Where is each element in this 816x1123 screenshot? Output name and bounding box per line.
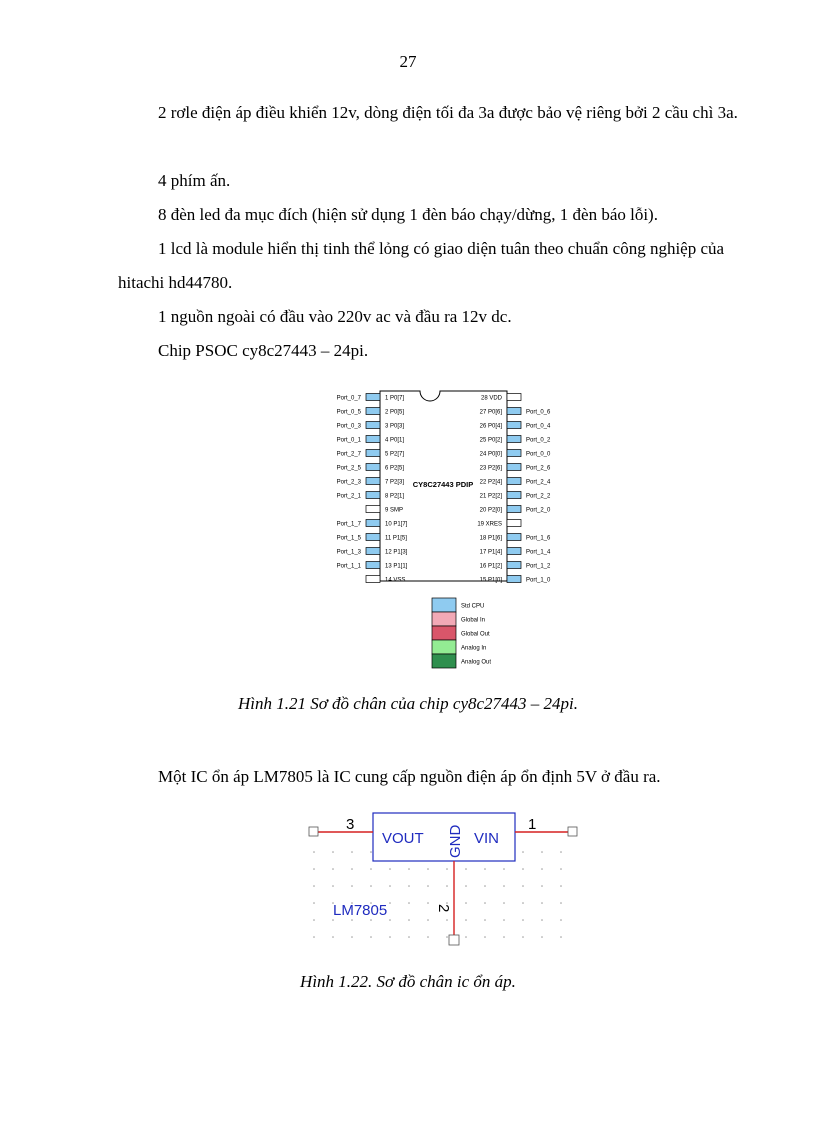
grid-dot — [560, 868, 562, 870]
legend-swatch — [432, 598, 456, 612]
left-pin-box — [366, 408, 380, 415]
gnd-label: GND — [447, 824, 464, 858]
grid-dot — [389, 936, 391, 938]
left-pin-box — [366, 478, 380, 485]
right-port-label: Port_0_2 — [526, 437, 551, 444]
left-port-label: Port_2_3 — [336, 479, 361, 486]
grid-dot — [522, 919, 524, 921]
grid-dot — [503, 919, 505, 921]
paragraph-leds: 8 đèn led đa mục đích (hiện sử dụng 1 đèn báo chạy/dừng, 1 đèn báo lỗi). — [158, 205, 658, 224]
grid-dot — [465, 868, 467, 870]
right-port-label: Port_1_4 — [526, 549, 551, 556]
figure-caption-regulator: Hình 1.22. Sơ đồ chân ic ổn áp. — [300, 972, 516, 991]
right-port-label: Port_2_4 — [526, 479, 551, 486]
grid-dot — [389, 919, 391, 921]
grid-dot — [484, 902, 486, 904]
left-pin-label: 4 P0[1] — [385, 437, 405, 444]
legend-swatch — [432, 626, 456, 640]
grid-dot — [522, 868, 524, 870]
left-port-label: Port_2_5 — [336, 465, 361, 472]
left-pin-label: 9 SMP — [385, 507, 404, 514]
left-pin-box — [366, 576, 380, 583]
grid-dot — [522, 936, 524, 938]
left-pin-label: 13 P1[1] — [385, 563, 408, 570]
right-port-label: Port_2_6 — [526, 465, 551, 472]
grid-dot — [560, 885, 562, 887]
grid-dot — [427, 919, 429, 921]
paragraph-chip: Chip PSOC cy8c27443 – 24pi. — [158, 341, 369, 360]
grid-dots — [313, 851, 562, 938]
vin-pin-number: 1 — [528, 816, 537, 833]
left-pin-label: 5 P2[7] — [385, 451, 405, 458]
left-pin-box — [366, 436, 380, 443]
grid-dot — [313, 902, 315, 904]
legend-label: Global Out — [461, 631, 490, 638]
left-port-label: Port_0_5 — [336, 409, 361, 416]
right-pin-box — [507, 548, 521, 555]
left-pin-label: 8 P2[1] — [385, 493, 405, 500]
grid-dot — [370, 885, 372, 887]
grid-dot — [446, 919, 448, 921]
gnd-pin-terminal — [449, 935, 459, 945]
right-pin-box — [507, 436, 521, 443]
left-port-label: Port_2_7 — [336, 451, 361, 458]
vout-pin-number: 3 — [346, 816, 355, 833]
right-pin-label: 18 P1[6] — [479, 535, 502, 542]
grid-dot — [465, 936, 467, 938]
left-pin-box — [366, 534, 380, 541]
right-pin-box — [507, 464, 521, 471]
legend-label: Analog Out — [461, 659, 492, 666]
right-pin-label: 21 P2[2] — [479, 493, 502, 500]
paragraph-lcd: 1 lcd là module hiển thị tinh thể lỏng có giao diện tuân theo chuẩn công nghiệp của hitachi hd44780. — [118, 239, 725, 292]
grid-dot — [560, 902, 562, 904]
right-pin-label: 24 P0[0] — [479, 451, 502, 458]
grid-dot — [541, 902, 543, 904]
right-pin-label: 22 P2[4] — [479, 479, 502, 486]
paragraph-buttons: 4 phím ấn. — [158, 171, 231, 190]
grid-dot — [446, 885, 448, 887]
left-port-label: Port_2_1 — [336, 493, 361, 500]
right-port-label: Port_0_6 — [526, 409, 551, 416]
gnd-pin-number: 2 — [435, 904, 452, 913]
right-port-label: Port_1_6 — [526, 535, 551, 542]
grid-dot — [541, 885, 543, 887]
right-pin-box — [507, 478, 521, 485]
left-pin-box — [366, 450, 380, 457]
grid-dot — [408, 868, 410, 870]
right-pin-label: 16 P1[2] — [479, 563, 502, 570]
grid-dot — [446, 868, 448, 870]
left-pin-box — [366, 548, 380, 555]
left-pin-label: 6 P2[5] — [385, 465, 405, 472]
right-pin-box — [507, 520, 521, 527]
page-number: 27 — [399, 52, 417, 71]
legend-swatch — [432, 612, 456, 626]
right-pin-label: 19 XRES — [477, 521, 502, 528]
right-pin-label: 28 VDD — [480, 395, 502, 402]
paragraph-lm7805: Một IC ổn áp LM7805 là IC cung cấp nguồn điện áp ổn định 5V ở đầu ra. — [158, 767, 661, 786]
grid-dot — [484, 919, 486, 921]
right-port-label: Port_2_2 — [526, 493, 551, 500]
grid-dot — [389, 902, 391, 904]
grid-dot — [503, 868, 505, 870]
grid-dot — [427, 868, 429, 870]
right-pin-box — [507, 562, 521, 569]
grid-dot — [351, 851, 353, 853]
chip-label: CY8C27443 PDIP — [412, 480, 474, 489]
left-port-label: Port_0_7 — [336, 395, 361, 402]
grid-dot — [408, 885, 410, 887]
left-pin-label: 10 P1[7] — [385, 521, 408, 528]
grid-dot — [446, 936, 448, 938]
chip-pinout-diagram — [320, 385, 560, 675]
grid-dot — [370, 868, 372, 870]
grid-dot — [370, 851, 372, 853]
grid-dot — [503, 885, 505, 887]
grid-dot — [560, 936, 562, 938]
grid-dot — [465, 885, 467, 887]
right-port-label: Port_0_0 — [526, 451, 551, 458]
grid-dot — [427, 885, 429, 887]
legend-label: Std CPU — [461, 603, 485, 610]
left-port-label: Port_1_7 — [336, 521, 361, 528]
lm7805-name: LM7805 — [333, 902, 388, 919]
right-pin-box — [507, 422, 521, 429]
right-pin-label: 27 P0[6] — [479, 409, 502, 416]
left-port-label: Port_1_1 — [336, 563, 361, 570]
right-pin-label: 23 P2[6] — [479, 465, 502, 472]
grid-dot — [351, 885, 353, 887]
grid-dot — [522, 885, 524, 887]
grid-dot — [484, 868, 486, 870]
grid-dot — [408, 919, 410, 921]
grid-dot — [408, 936, 410, 938]
grid-dot — [560, 919, 562, 921]
grid-dot — [332, 885, 334, 887]
legend-swatch — [432, 654, 456, 668]
left-port-label: Port_1_3 — [336, 549, 361, 556]
paragraph-relay: 2 rơle điện áp điều khiển 12v, dòng điện tối đa 3a được bảo vệ riêng bởi 2 cầu chì 3a. — [158, 103, 738, 122]
paragraph-power: 1 nguồn ngoài có đầu vào 220v ac và đầu ra 12v dc. — [158, 307, 512, 326]
grid-dot — [541, 936, 543, 938]
grid-dot — [408, 902, 410, 904]
grid-dot — [389, 885, 391, 887]
grid-dot — [503, 936, 505, 938]
grid-dot — [522, 851, 524, 853]
grid-dot — [313, 919, 315, 921]
grid-dot — [351, 936, 353, 938]
right-pin-label: 20 P2[0] — [479, 507, 502, 514]
legend-swatch — [432, 640, 456, 654]
right-pin-box — [507, 506, 521, 513]
left-port-label: Port_0_3 — [336, 423, 361, 430]
grid-dot — [332, 919, 334, 921]
lm7805-diagram — [300, 808, 590, 953]
legend-label: Analog In — [461, 645, 487, 652]
grid-dot — [313, 885, 315, 887]
grid-dot — [560, 851, 562, 853]
grid-dot — [484, 936, 486, 938]
left-pin-label: 14 VSS — [385, 577, 406, 584]
right-pin-box — [507, 394, 521, 401]
vin-pin-terminal — [568, 827, 577, 836]
right-pin-label: 25 P0[2] — [479, 437, 502, 444]
left-pin-label: 1 P0[7] — [385, 395, 405, 402]
right-port-label: Port_0_4 — [526, 423, 551, 430]
grid-dot — [522, 902, 524, 904]
left-pin-label: 3 P0[3] — [385, 423, 405, 430]
left-port-label: Port_0_1 — [336, 437, 361, 444]
legend-label: Global In — [461, 617, 486, 624]
left-pin-box — [366, 562, 380, 569]
grid-dot — [332, 936, 334, 938]
left-pin-label: 2 P0[5] — [385, 409, 405, 416]
left-pin-box — [366, 520, 380, 527]
grid-dot — [465, 919, 467, 921]
grid-dot — [541, 868, 543, 870]
left-pin-box — [366, 506, 380, 513]
left-pin-box — [366, 464, 380, 471]
grid-dot — [313, 936, 315, 938]
right-pin-box — [507, 408, 521, 415]
grid-dot — [503, 902, 505, 904]
right-pin-box — [507, 450, 521, 457]
grid-dot — [389, 868, 391, 870]
left-pin-box — [366, 492, 380, 499]
right-port-label: Port_2_0 — [526, 507, 551, 514]
vin-label: VIN — [474, 830, 500, 847]
figure-caption-chip: Hình 1.21 Sơ đồ chân của chip cy8c27443 – 24pi. — [237, 694, 579, 713]
grid-dot — [541, 919, 543, 921]
left-port-label: Port_1_5 — [336, 535, 361, 542]
right-pin-label: 26 P0[4] — [479, 423, 502, 430]
grid-dot — [351, 868, 353, 870]
left-pin-label: 11 P1[5] — [385, 535, 407, 542]
grid-dot — [332, 851, 334, 853]
right-pin-box — [507, 534, 521, 541]
grid-dot — [370, 936, 372, 938]
left-pin-box — [366, 422, 380, 429]
grid-dot — [484, 885, 486, 887]
right-port-label: Port_1_0 — [526, 577, 551, 584]
right-pin-label: 17 P1[4] — [479, 549, 502, 556]
right-pin-box — [507, 576, 521, 583]
grid-dot — [427, 902, 429, 904]
vout-pin-terminal — [309, 827, 318, 836]
left-pin-box — [366, 394, 380, 401]
left-pin-label: 12 P1[3] — [385, 549, 408, 556]
grid-dot — [465, 902, 467, 904]
grid-dot — [351, 919, 353, 921]
grid-dot — [427, 936, 429, 938]
grid-dot — [541, 851, 543, 853]
left-pin-label: 7 P2[3] — [385, 479, 405, 486]
vout-label: VOUT — [382, 830, 424, 847]
grid-dot — [332, 868, 334, 870]
grid-dot — [313, 868, 315, 870]
right-pin-label: 15 P1[0] — [479, 577, 502, 584]
right-pin-box — [507, 492, 521, 499]
grid-dot — [370, 919, 372, 921]
grid-dot — [313, 851, 315, 853]
right-port-label: Port_1_2 — [526, 563, 551, 570]
